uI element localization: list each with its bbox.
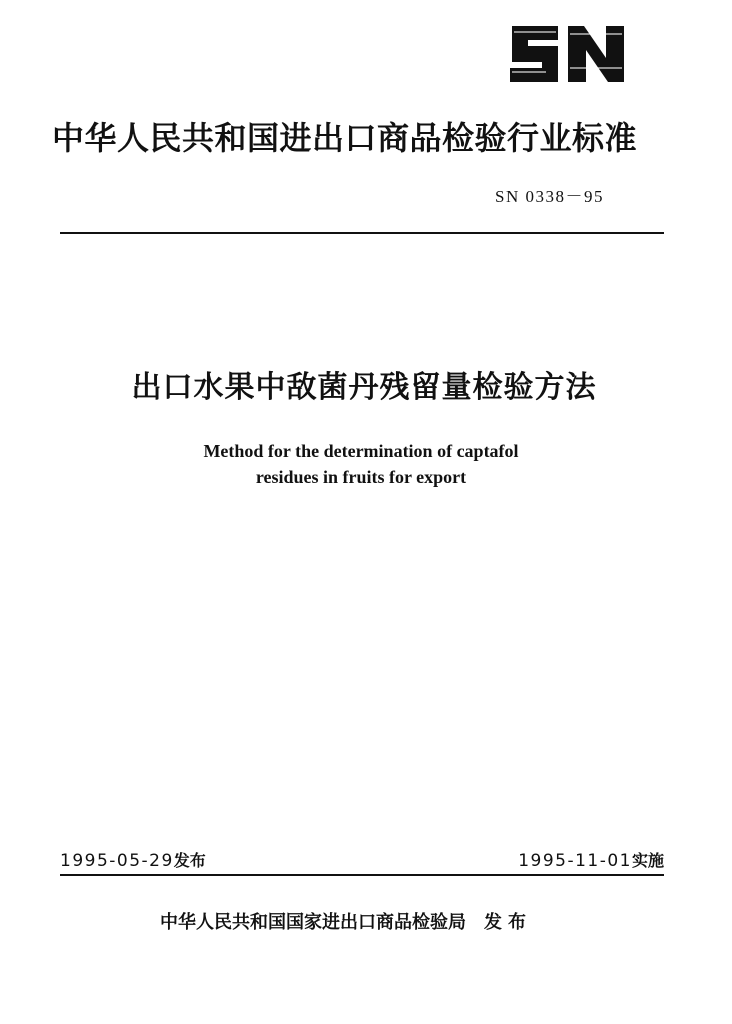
- document-title-english: [0, 438, 722, 490]
- publisher-line: [160, 910, 532, 936]
- issuing-industry-title: 中华人民共和国进出口商品检验行业标准: [52, 119, 638, 157]
- sn-logo: [506, 22, 628, 86]
- publisher-name: 中华人民共和国国家进出口商品检验局: [160, 912, 466, 933]
- sn-logo-graphic: [506, 22, 628, 86]
- footer-divider: [60, 874, 664, 876]
- document-title-chinese: 出口水果中敌菌丹残留量检验方法: [131, 370, 597, 405]
- header-divider: [60, 232, 664, 234]
- implementation-date-label: 实施: [631, 851, 664, 870]
- issue-date-label: 发布: [173, 851, 206, 870]
- implementation-date: 1995-11-01: [518, 851, 632, 871]
- issue-date: 1995-05-29: [60, 851, 174, 871]
- english-title-line-1: Method for the determination of captafol: [203, 441, 519, 461]
- issue-date-block: [60, 850, 206, 872]
- standard-number: SN 0338－95: [495, 187, 604, 206]
- publish-action: 发布: [484, 912, 532, 933]
- implementation-date-block: [518, 850, 664, 872]
- english-title-line-2: residues in fruits for export: [255, 467, 467, 487]
